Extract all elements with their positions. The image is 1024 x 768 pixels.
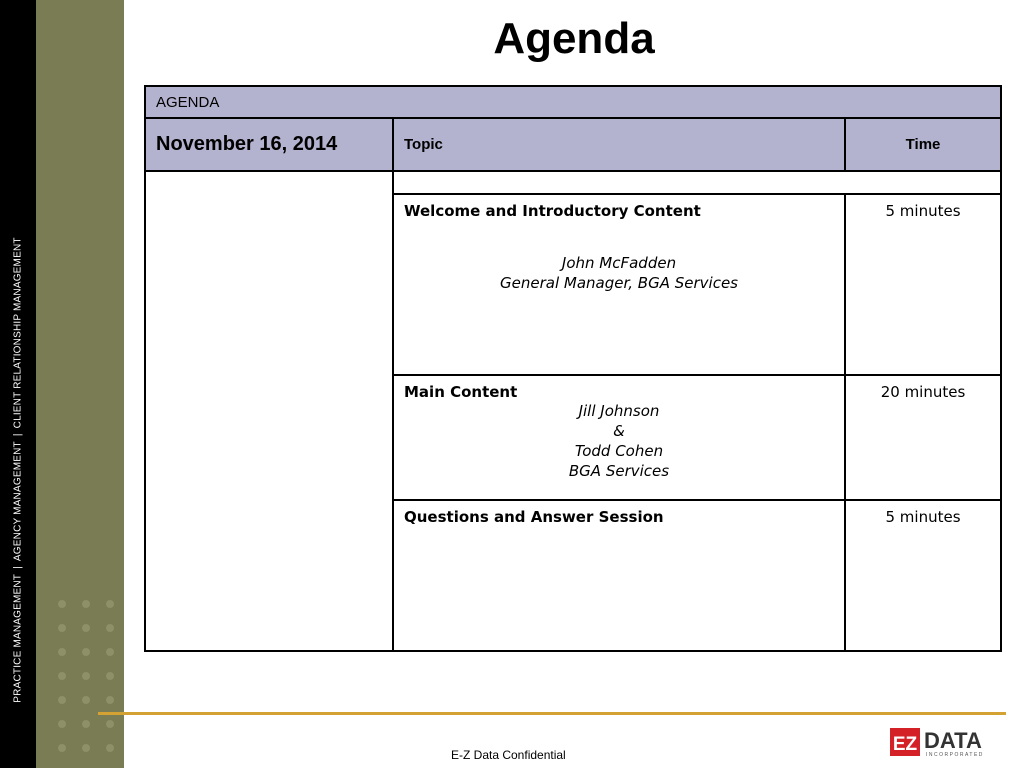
- decorative-dot-grid: [58, 600, 114, 752]
- topic-title: Main Content: [404, 383, 518, 401]
- dot: [106, 744, 114, 752]
- dot: [106, 720, 114, 728]
- agenda-header-row: [145, 86, 1001, 118]
- dot: [106, 672, 114, 680]
- topic-title: Questions and Answer Session: [404, 508, 664, 526]
- sidebar-text-practice: PRACTICE MANAGEMENT: [12, 573, 24, 703]
- topic-cell: [393, 194, 845, 375]
- topic-title: Welcome and Introductory Content: [404, 202, 701, 220]
- dot: [106, 648, 114, 656]
- footer-accent-line: [98, 712, 1006, 715]
- time-cell: 5 minutes: [845, 500, 1001, 651]
- presenter-name: John McFadden: [561, 254, 677, 272]
- sidebar-text-crm: CLIENT RELATIONSHIP MANAGEMENT: [12, 237, 24, 429]
- time-column-header: Time: [845, 118, 1001, 171]
- dot: [82, 624, 90, 632]
- agenda-date: November 16, 2014: [145, 118, 393, 171]
- dot: [58, 600, 66, 608]
- spacer-cell: [393, 171, 1001, 194]
- presenter-role: General Manager, BGA Services: [500, 274, 738, 292]
- agenda-table: [144, 85, 1002, 652]
- sidebar-separator: |: [12, 433, 24, 437]
- time-cell: 20 minutes: [845, 375, 1001, 500]
- presenter-info: [394, 253, 844, 293]
- logo-tagline: INCORPORATED: [926, 752, 984, 758]
- dot: [58, 672, 66, 680]
- presenter-name: Todd Cohen: [574, 442, 664, 460]
- column-header-row: [145, 118, 1001, 171]
- dot: [58, 648, 66, 656]
- footer-confidential: E-Z Data Confidential: [451, 748, 566, 762]
- dot: [106, 696, 114, 704]
- topic-column-header: Topic: [393, 118, 845, 171]
- slide-title: Agenda: [493, 14, 655, 63]
- logo-wordmark: DATA: [924, 728, 982, 753]
- ezdata-logo: [890, 726, 1008, 758]
- dot: [82, 696, 90, 704]
- dot: [58, 720, 66, 728]
- dot: [82, 672, 90, 680]
- dot: [106, 600, 114, 608]
- topic-cell: [393, 375, 845, 500]
- dot: [82, 720, 90, 728]
- presenter-info: [394, 401, 844, 481]
- dot: [58, 624, 66, 632]
- dot: [58, 744, 66, 752]
- dot: [82, 744, 90, 752]
- presenter-role: BGA Services: [568, 462, 670, 480]
- dot: [58, 696, 66, 704]
- agenda-label: AGENDA: [145, 86, 1001, 118]
- dot: [82, 648, 90, 656]
- topic-cell: [393, 500, 845, 651]
- dot: [82, 600, 90, 608]
- date-column-body: [145, 171, 393, 651]
- sidebar-vertical-text: [13, 237, 24, 702]
- sidebar-text-agency: AGENCY MANAGEMENT: [12, 441, 24, 562]
- presenter-ampersand: &: [613, 422, 625, 440]
- spacer-row: [145, 171, 1001, 194]
- sidebar-separator: |: [12, 566, 24, 569]
- presenter-name: Jill Johnson: [578, 402, 660, 420]
- logo-mark-text: EZ: [892, 734, 918, 755]
- dot: [106, 624, 114, 632]
- time-cell: 5 minutes: [845, 194, 1001, 375]
